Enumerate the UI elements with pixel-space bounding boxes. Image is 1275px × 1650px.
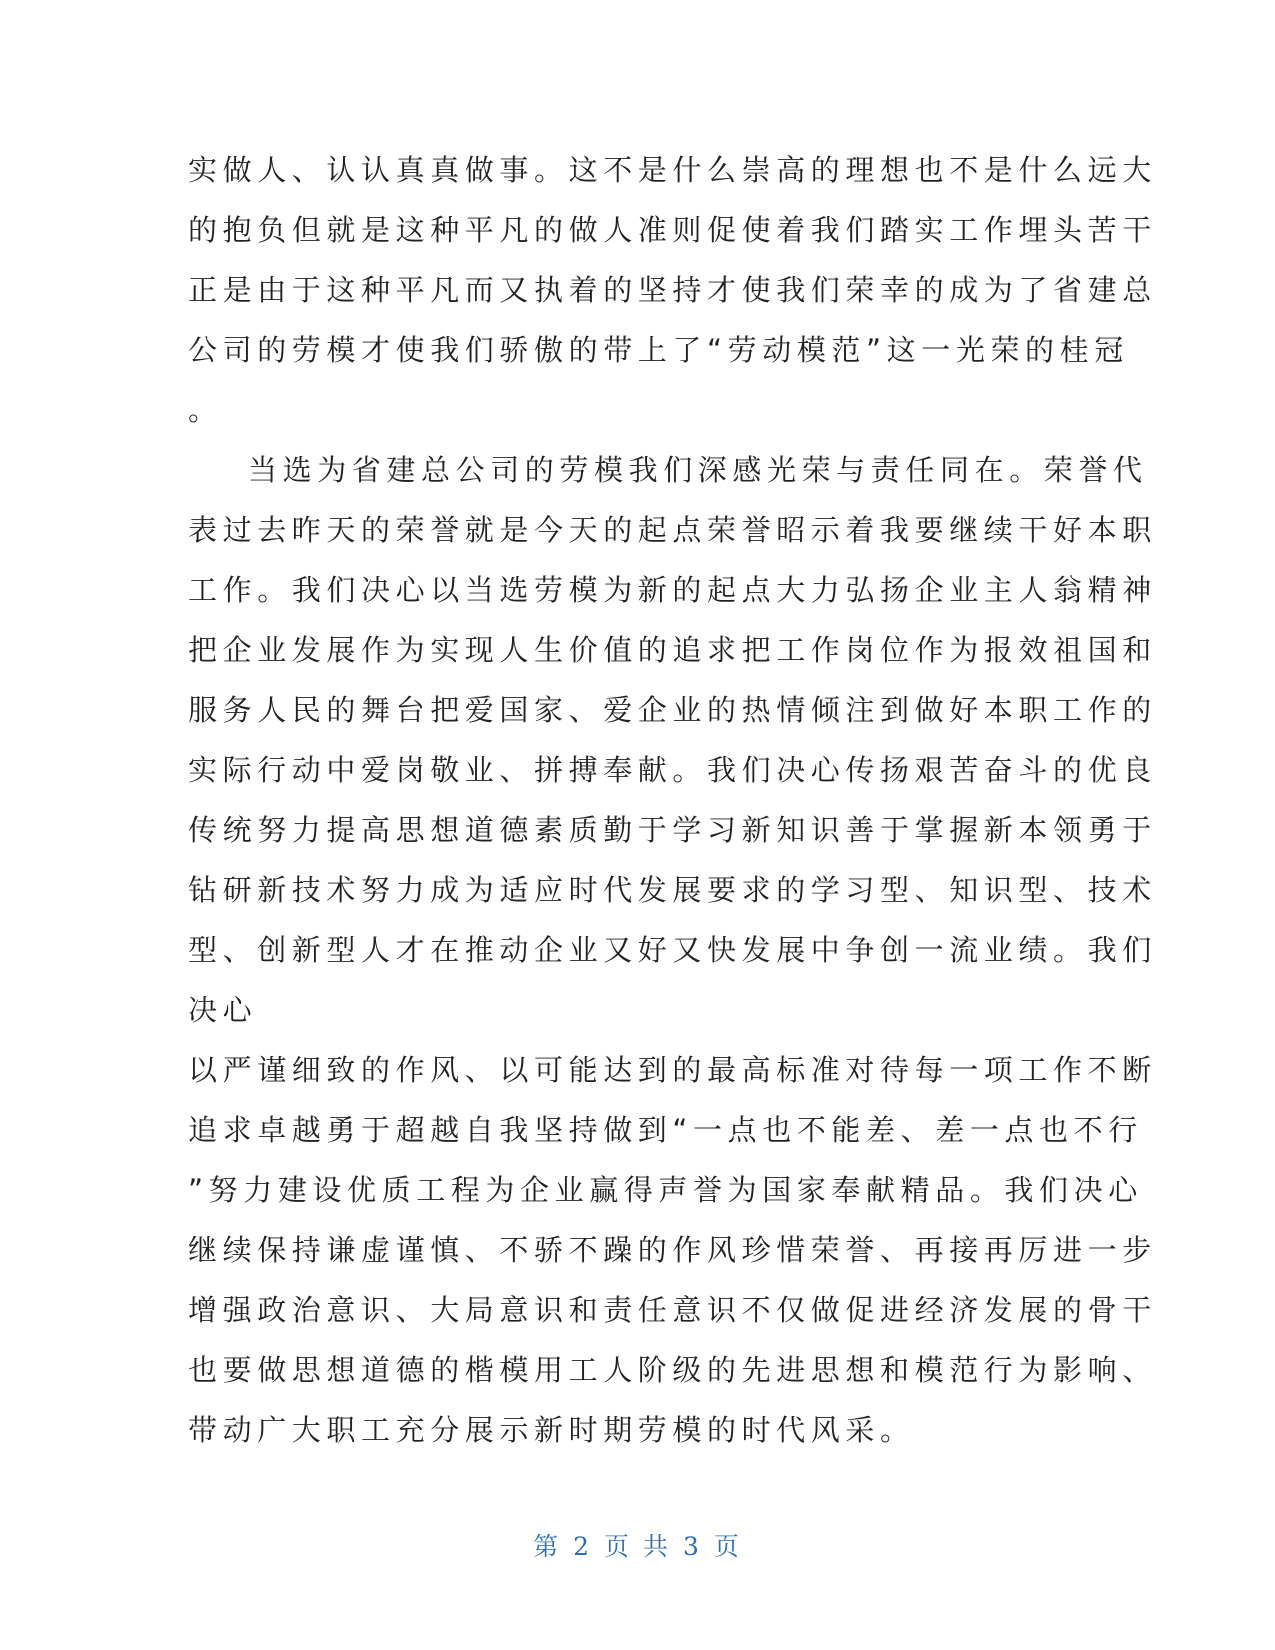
paragraph-first-line: 当选为省建总公司的劳模我们深感光荣与责任同在。荣誉代 bbox=[248, 453, 1148, 487]
page-total-number: 3 bbox=[682, 1532, 702, 1561]
text-line: 工作。我们决心以当选劳模为新的起点大力弘扬企业主人翁精神 bbox=[188, 573, 1157, 607]
text-line: 带动广大职工充分展示新时期劳模的时代风采。 bbox=[188, 1413, 915, 1447]
text-line: 也要做思想道德的楷模用工人阶级的先进思想和模范行为影响、 bbox=[188, 1353, 1157, 1387]
text-line: 继续保持谦虚谨慎、不骄不躁的作风珍惜荣誉、再接再厉进一步 bbox=[188, 1233, 1157, 1267]
text-line: 。 bbox=[188, 393, 223, 427]
text-line: 型、创新型人才在推动企业又好又快发展中争创一流业绩。我们 bbox=[188, 933, 1157, 967]
text-line: 服务人民的舞台把爱国家、爱企业的热情倾注到做好本职工作的 bbox=[188, 693, 1157, 727]
text-line: 表过去昨天的荣誉就是今天的起点荣誉昭示着我要继续干好本职 bbox=[188, 513, 1157, 547]
text-line: ”努力建设优质工程为企业赢得声誉为国家奉献精品。我们决心 bbox=[188, 1173, 1143, 1207]
page-current-number: 2 bbox=[573, 1532, 593, 1561]
text-line: 传统努力提高思想道德素质勤于学习新知识善于掌握新本领勇于 bbox=[188, 813, 1157, 847]
page-label-middle: 页 共 bbox=[604, 1532, 671, 1561]
text-line: 实做人、认认真真做事。这不是什么崇高的理想也不是什么远大 bbox=[188, 153, 1157, 187]
text-line: 的抱负但就是这种平凡的做人准则促使着我们踏实工作埋头苦干 bbox=[188, 213, 1157, 247]
page-label-suffix: 页 bbox=[713, 1532, 742, 1561]
text-line: 以严谨细致的作风、以可能达到的最高标准对待每一项工作不断 bbox=[188, 1053, 1157, 1087]
text-line: 钻研新技术努力成为适应时代发展要求的学习型、知识型、技术 bbox=[188, 873, 1157, 907]
text-line: 把企业发展作为实现人生价值的追求把工作岗位作为报效祖国和 bbox=[188, 633, 1157, 667]
text-line: 正是由于这种平凡而又执着的坚持才使我们荣幸的成为了省建总 bbox=[188, 273, 1157, 307]
document-body bbox=[188, 140, 1157, 1460]
page-label-prefix: 第 bbox=[533, 1532, 562, 1561]
text-line: 实际行动中爱岗敬业、拼搏奉献。我们决心传扬艰苦奋斗的优良 bbox=[188, 753, 1157, 787]
text-line: 追求卓越勇于超越自我坚持做到“一点也不能差、差一点也不行 bbox=[188, 1113, 1143, 1147]
text-line: 公司的劳模才使我们骄傲的带上了“劳动模范”这一光荣的桂冠 bbox=[188, 333, 1129, 367]
page-number-footer bbox=[0, 1527, 1275, 1563]
text-line: 决心 bbox=[188, 993, 258, 1027]
text-line: 增强政治意识、大局意识和责任意识不仅做促进经济发展的骨干 bbox=[188, 1293, 1157, 1327]
